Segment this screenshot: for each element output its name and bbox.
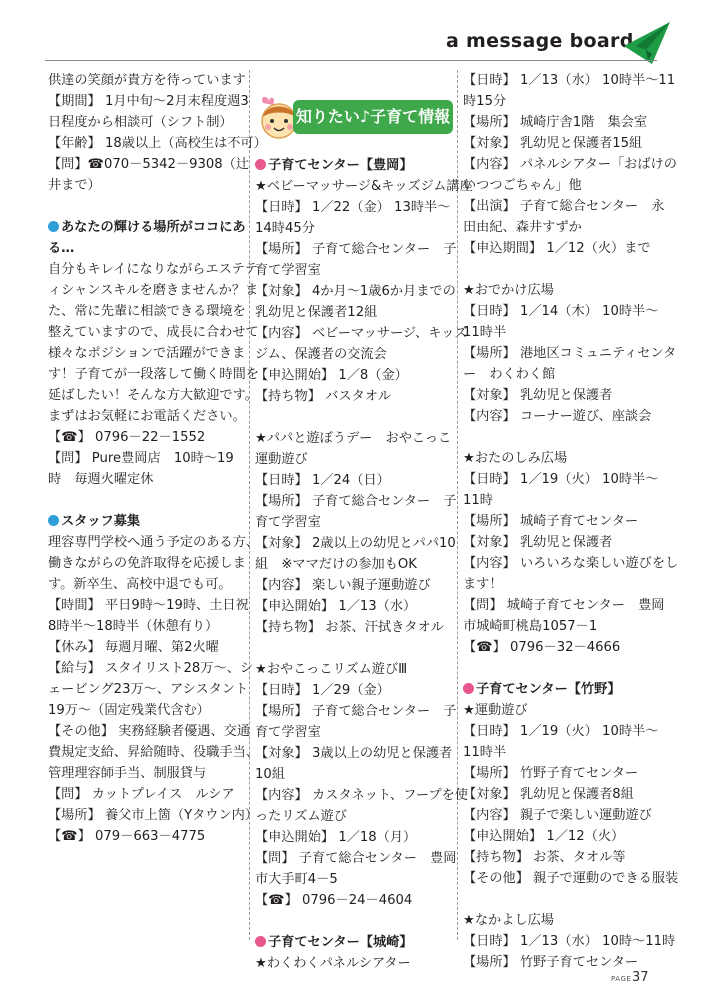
text-line-content: 【日時】 1／13（水） 10時半～11 <box>463 73 676 88</box>
text-line <box>463 133 659 154</box>
text-line <box>48 616 244 637</box>
section-heading <box>255 932 451 953</box>
text-line-content: 【日時】 1／19（火） 10時半～ <box>463 724 659 739</box>
text-line-content: 時15分 <box>463 94 507 109</box>
text-line-content: 11時半 <box>463 745 507 760</box>
text-line <box>48 322 259 343</box>
text-line-content: ったリズム遊び <box>255 809 348 824</box>
text-line <box>463 490 659 511</box>
text-line-content: 【申込期間】 1／12（火）まで <box>463 241 651 256</box>
text-line-content: 【場所】 子育て総合センター 子 <box>255 242 457 257</box>
section-heading <box>463 679 659 700</box>
text-line <box>255 365 451 386</box>
header-rule <box>45 60 657 61</box>
text-line <box>463 826 659 847</box>
text-line <box>48 763 244 784</box>
text-line <box>255 470 451 491</box>
text-line-content: 【出演】 子育て総合センター 永 <box>463 199 665 214</box>
text-line <box>255 701 457 722</box>
text-line-content: 【日時】 1／13（水） 10時～11時 <box>463 934 676 949</box>
text-line-content: 【内容】 パネルシアター「おばけの <box>463 157 677 172</box>
text-line-content: 【場所】 城崎子育てセンター <box>463 514 639 529</box>
text-line-content: 【場所】 竹野子育てセンター <box>463 955 639 970</box>
text-line <box>255 218 451 239</box>
text-line-content: 乳幼児と保護者12組 <box>255 305 378 320</box>
text-line <box>463 175 659 196</box>
text-line <box>463 196 665 217</box>
text-line <box>463 742 659 763</box>
section-heading <box>48 511 244 532</box>
bullet-dot-icon <box>255 936 266 947</box>
text-line-content: 【持ち物】 お茶、タオル等 <box>463 850 626 865</box>
text-line <box>255 239 457 260</box>
text-line-content: 運動遊び <box>255 452 308 467</box>
text-line-content: 19万～（固定残業代含む） <box>48 703 210 718</box>
text-line <box>48 448 244 469</box>
text-line <box>48 532 259 553</box>
text-line-content: 【給与】 スタイリスト28万～、シ <box>48 661 254 676</box>
text-line-content: す。新卒生、高校中退でも可。 <box>48 577 232 592</box>
text-line-content: ★おでかけ広場 <box>463 283 554 298</box>
text-line <box>255 575 451 596</box>
text-line-content: 市大手町4－5 <box>255 872 338 887</box>
text-line <box>463 217 659 238</box>
text-line <box>48 658 254 679</box>
text-line <box>463 574 659 595</box>
text-line-content: 【対象】 乳幼児と保護者8組 <box>463 787 634 802</box>
text-line-content: 【申込開始】 1／13（水） <box>255 599 417 614</box>
text-line-content: ★パパと遊ぼうデー おやこっこ <box>255 431 452 446</box>
text-line-content: 11時半 <box>463 325 507 340</box>
text-line <box>255 890 451 911</box>
text-line-content: 【申込開始】 1／18（月） <box>255 830 417 845</box>
text-line-content: 【問】☎070－5342－9308（辻 <box>48 157 250 172</box>
text-line-content: 【日時】 1／14（木） 10時半～ <box>463 304 659 319</box>
text-line <box>255 659 451 680</box>
text-line-content: 子育てセンター【豊岡】 <box>268 158 413 173</box>
section-heading <box>255 155 451 176</box>
spacer <box>255 911 451 932</box>
text-line-content: いつつごちゃん」他 <box>463 178 582 193</box>
text-line-content: 【持ち物】 お茶、汗拭きタオル <box>255 620 444 635</box>
text-line <box>463 700 659 721</box>
text-line <box>463 343 677 364</box>
text-line <box>48 175 244 196</box>
text-line-content: 【場所】 子育て総合センター 子 <box>255 494 457 509</box>
text-line-content: 【場所】 子育て総合センター 子 <box>255 704 457 719</box>
text-line <box>463 847 659 868</box>
text-line <box>255 533 456 554</box>
text-line <box>48 91 249 112</box>
text-line-content: 【対象】 3歳以上の幼児と保護者 <box>255 746 453 761</box>
text-line <box>463 91 659 112</box>
text-line <box>255 764 451 785</box>
text-line-content: 【問】 城崎子育てセンター 豊岡 <box>463 598 665 613</box>
text-line <box>255 491 457 512</box>
text-line-content: 市城崎町桃島1057－1 <box>463 619 598 634</box>
text-line-content: 様々なポジションで活躍ができま <box>48 346 246 361</box>
bullet-dot-icon <box>48 221 59 232</box>
text-line-content: まずはお気軽にお電話ください。 <box>48 409 246 424</box>
text-line-content: 【対象】 4か月～1歳6か月までの <box>255 284 456 299</box>
text-line-content: 【問】 カットプレイス ルシア <box>48 787 235 802</box>
page-number: 37 <box>632 970 649 985</box>
text-line-content: 【日時】 1／29（金） <box>255 683 390 698</box>
text-line-content: 子育てセンター【竹野】 <box>476 682 621 697</box>
text-line <box>463 595 665 616</box>
text-line-content: 【問】 Pure豊岡店 10時～19 <box>48 451 234 466</box>
text-line <box>48 427 244 448</box>
text-column-1 <box>48 70 267 847</box>
text-line <box>463 637 659 658</box>
spacer <box>48 490 244 511</box>
text-line-content: 組 ※ママだけの参加もOK <box>255 557 417 572</box>
text-line <box>255 323 468 344</box>
text-line <box>48 301 244 322</box>
text-line <box>48 343 244 364</box>
text-line-content: 【☎】 079－663－4775 <box>48 829 206 844</box>
text-line-content: ジム、保護者の交流会 <box>255 347 387 362</box>
text-line <box>48 595 249 616</box>
text-column-3 <box>463 70 679 973</box>
text-line <box>255 827 451 848</box>
text-line-content: 【申込開始】 1／8（金） <box>255 368 408 383</box>
text-line <box>255 512 451 533</box>
text-line-content: あなたの輝ける場所がココにあ <box>61 220 246 235</box>
text-line-content: 【☎】 0796－24－4604 <box>255 893 413 908</box>
text-line <box>48 553 244 574</box>
text-line <box>463 511 659 532</box>
text-line <box>255 302 451 323</box>
text-line <box>255 785 468 806</box>
text-line-content: ★おやこっこリズム遊びⅢ <box>255 662 408 677</box>
text-line <box>48 679 249 700</box>
text-line <box>48 742 259 763</box>
text-line <box>463 805 659 826</box>
text-line <box>463 784 659 805</box>
text-line-content: 【対象】 乳幼児と保護者 <box>463 388 613 403</box>
text-line-content: 育て学習室 <box>255 725 321 740</box>
text-line <box>255 869 451 890</box>
text-line-content: た、常に先輩に相談できる環境を <box>48 304 246 319</box>
bullet-dot-icon <box>255 159 266 170</box>
text-line <box>255 344 451 365</box>
text-line-content: ます！ <box>463 577 503 592</box>
text-line-content: 【内容】 コーナー遊び、座談会 <box>463 409 652 424</box>
text-line-content: 【☎】 0796－32－4666 <box>463 640 621 655</box>
text-line-content: 14時45分 <box>255 221 315 236</box>
text-line <box>463 385 659 406</box>
text-line <box>48 574 244 595</box>
text-line <box>463 301 659 322</box>
section-banner <box>255 93 453 141</box>
text-line <box>255 176 473 197</box>
text-line <box>255 197 451 218</box>
text-line-content: 【その他】 親子で運動のできる服装 <box>463 871 679 886</box>
text-line-content: 【期間】 1月中旬～2月末程度週3 <box>48 94 249 109</box>
section-heading <box>48 217 244 238</box>
text-line <box>255 617 451 638</box>
text-line <box>255 449 451 470</box>
text-line <box>463 910 659 931</box>
text-line <box>48 259 258 280</box>
text-line-content: 10組 <box>255 767 285 782</box>
spacer <box>48 196 244 217</box>
text-line <box>48 112 244 133</box>
text-line-content: 井まで） <box>48 178 101 193</box>
page-header-title: a message board <box>446 30 634 52</box>
text-line-content: 【日時】 1／22（金） 13時半～ <box>255 200 451 215</box>
text-line <box>48 805 259 826</box>
text-line <box>48 469 244 490</box>
text-line-content: 管理理容師手当、制服貸与 <box>48 766 207 781</box>
section-heading <box>48 238 244 259</box>
text-line <box>255 260 451 281</box>
text-line <box>463 868 679 889</box>
text-line <box>48 280 259 301</box>
text-line-content: 日程度から相談可（シフト制） <box>48 115 233 130</box>
text-line <box>463 112 659 133</box>
text-line <box>48 406 244 427</box>
text-line <box>255 596 451 617</box>
text-line-content: ェービング23万～、アシスタント <box>48 682 249 697</box>
text-line-content: ★おたのしみ広場 <box>463 451 568 466</box>
spacer <box>255 407 451 428</box>
text-line <box>463 763 659 784</box>
text-line-content: ★わくわくパネルシアター <box>255 956 411 971</box>
spacer <box>463 658 659 679</box>
text-line-content: 【内容】 カスタネット、フープを使 <box>255 788 468 803</box>
text-line-content: 【対象】 乳幼児と保護者 <box>463 535 613 550</box>
text-line-content: 【☎】 0796－22－1552 <box>48 430 206 445</box>
text-line-content: 【対象】 乳幼児と保護者15組 <box>463 136 643 151</box>
text-line-content: 【内容】 ベビーマッサージ、キッズ <box>255 326 468 341</box>
text-line-content: す！子育てが一段落して働く時間を <box>48 367 259 382</box>
text-line <box>463 322 659 343</box>
text-line <box>255 680 451 701</box>
text-line-content: ★運動遊び <box>463 703 528 718</box>
spacer <box>463 427 659 448</box>
text-line <box>48 637 244 658</box>
text-line <box>463 70 676 91</box>
text-line <box>463 721 659 742</box>
text-line <box>48 700 244 721</box>
text-line <box>255 281 456 302</box>
text-line-content: 【申込開始】 1／12（火） <box>463 829 625 844</box>
footer-page-label: PAGE <box>611 975 632 983</box>
text-line <box>463 448 659 469</box>
text-line-content: 【時間】 平日9時～19時、土日祝 <box>48 598 249 613</box>
text-line-content: 延ばしたい！そんな方大歓迎です。 <box>48 388 258 403</box>
text-line-content: ー わくわく館 <box>463 367 556 382</box>
text-line <box>255 554 451 575</box>
spacer <box>463 889 659 910</box>
text-line-content: 田由紀、森井すずか <box>463 220 582 235</box>
text-line <box>255 953 451 974</box>
text-line <box>463 616 659 637</box>
text-line-content: 【場所】 城崎庁舎1階 集会室 <box>463 115 648 130</box>
banner-title: 知りたい♪子育て情報 <box>293 100 453 134</box>
text-line <box>255 386 451 407</box>
text-line-content: スタッフ募集 <box>61 514 141 529</box>
text-line-content: 【場所】 竹野子育てセンター <box>463 766 639 781</box>
text-line-content: 育て学習室 <box>255 515 321 530</box>
text-line-content: 【その他】 実務経験者優遇、交通 <box>48 724 251 739</box>
text-line-content: 時 毎週火曜定休 <box>48 472 154 487</box>
text-line-content: 整えていますので、成長に合わせて <box>48 325 259 340</box>
spacer <box>255 638 451 659</box>
column-divider <box>457 70 458 940</box>
text-line-content: 【休み】 毎週月曜、第2火曜 <box>48 640 219 655</box>
text-line <box>463 469 659 490</box>
text-line <box>48 154 250 175</box>
text-line-content: 自分もキレイになりながらエステテ <box>48 262 258 277</box>
text-line <box>48 784 244 805</box>
text-line-content: 【日時】 1／19（火） 10時半～ <box>463 472 659 487</box>
text-line-content: 【内容】 親子で楽しい運動遊び <box>463 808 652 823</box>
text-line <box>255 848 457 869</box>
text-line-content: 【内容】 いろいろな楽しい遊びをし <box>463 556 679 571</box>
text-line <box>463 406 659 427</box>
text-line-content: 働きながらの免許取得を応援しま <box>48 556 246 571</box>
text-line <box>48 364 259 385</box>
text-column-2 <box>255 155 473 974</box>
text-line <box>255 722 451 743</box>
text-line-content: ィシャンスキルを磨きませんか？ま <box>48 283 259 298</box>
text-line-content: 11時 <box>463 493 493 508</box>
text-line-content: 【内容】 楽しい親子運動遊び <box>255 578 431 593</box>
text-line <box>48 826 244 847</box>
bullet-dot-icon <box>48 515 59 526</box>
text-line-content: 8時半～18時半（休憩有り） <box>48 619 219 634</box>
text-line <box>463 280 659 301</box>
text-line <box>48 133 267 154</box>
bullet-dot-icon <box>463 683 474 694</box>
text-line-content: 理容専門学校へ通う予定のある方、 <box>48 535 259 550</box>
text-line-content: 【場所】 港地区コミュニティセンタ <box>463 346 677 361</box>
text-line <box>463 931 676 952</box>
text-line-content: ★ベビーマッサージ&キッズジム講座 <box>255 179 473 194</box>
text-line-content: 【持ち物】 バスタオル <box>255 389 392 404</box>
text-line <box>48 385 258 406</box>
text-line <box>48 70 244 91</box>
spacer <box>463 259 659 280</box>
text-line <box>255 806 451 827</box>
text-line-content: 費規定支給、昇給随時、役職手当、 <box>48 745 259 760</box>
text-line <box>463 532 659 553</box>
text-line-content: 子育てセンター【城崎】 <box>268 935 413 950</box>
text-line-content: 【日時】 1／24（日） <box>255 473 390 488</box>
text-line <box>463 553 679 574</box>
text-line <box>255 743 451 764</box>
text-line <box>463 238 659 259</box>
text-line-content: 育て学習室 <box>255 263 321 278</box>
text-line <box>255 428 451 449</box>
text-line <box>463 952 659 973</box>
text-line-content: 【対象】 2歳以上の幼児とパパ10 <box>255 536 456 551</box>
text-line-content: る… <box>48 241 75 256</box>
text-line-content: 【問】 子育て総合センター 豊岡 <box>255 851 457 866</box>
text-line-content: 供達の笑顔が貴方を待っています <box>48 73 246 88</box>
text-line <box>48 721 251 742</box>
text-line <box>463 154 677 175</box>
text-line-content: ★なかよし広場 <box>463 913 554 928</box>
text-line-content: 【場所】 養父市上箇（Yタウン内） <box>48 808 259 823</box>
text-line-content: 【年齢】 18歳以上（高校生は不可） <box>48 136 267 151</box>
text-line <box>463 364 659 385</box>
